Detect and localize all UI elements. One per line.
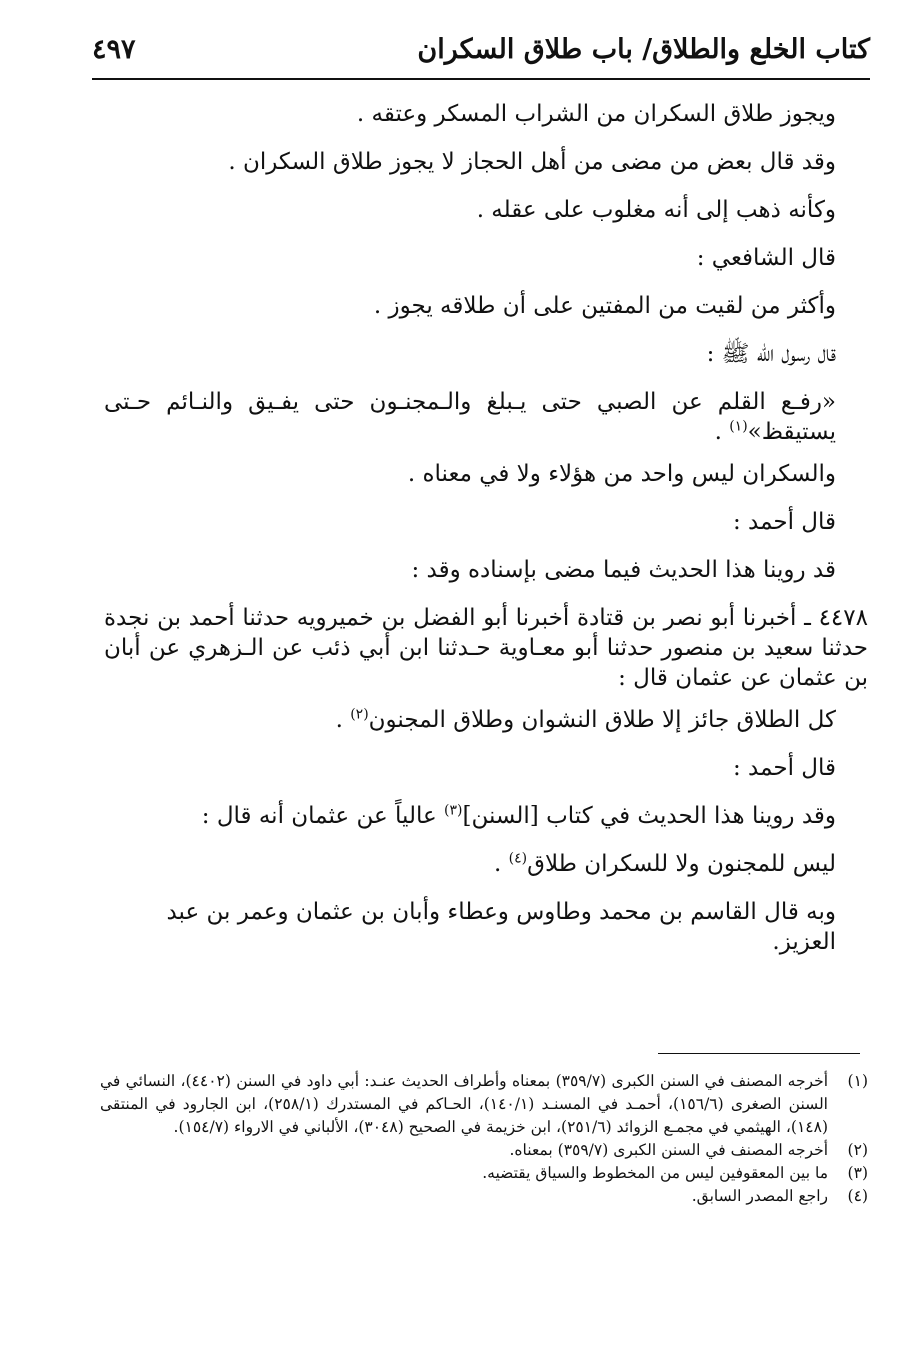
footnote-number: (٤) <box>847 1187 868 1205</box>
footnote-text: أخرجه المصنف في السنن الكبرى (٣٥٩/٧) بمعناه وأطراف الحديث عنـد: أبي داود في السنن (٤٤٠٢)، النسائي في السنن الصغرى (١٥٦/٦)، أحمـد في المسنـد (١٤٠/١)، الحـاكم في المستدرك (٢٥٨/١)، ابن الجارود في المنتقى (١٤٨)، الهيثمي في مجمـع الزوائد (٢٥١/٦)، ابن خزيمة في الصحيح (٣٠٤٨)، الألباني في الارواء (١٥٤/٧). <box>100 1072 828 1136</box>
footnote-ref-3[interactable]: (٣) <box>444 802 463 819</box>
main-text <box>104 99 868 975</box>
footnote-number: (١) <box>847 1072 868 1090</box>
uthman-saying-end: . <box>335 707 351 733</box>
footnote-text: أخرجه المصنف في السنن الكبرى (٣٥٩/٧) بمعناه. <box>509 1141 828 1159</box>
hadith-end: . <box>714 419 730 445</box>
running-title: كتاب الخلع والطلاق/ باب طلاق السكران <box>417 34 870 65</box>
footnote-number: (٣) <box>847 1164 868 1182</box>
paragraph-15 <box>104 849 868 879</box>
footnote-ref-4[interactable]: (٤) <box>508 850 528 867</box>
paragraph-5: وأكثر من لقيت من المفتين على أن طلاقه يجوز . <box>373 293 836 319</box>
paragraph-10: قد روينا هذا الحديث فيما مضى بإسناده وقد : <box>411 557 836 583</box>
footnote-4 <box>100 1185 868 1208</box>
paragraph-16: وبه قال القاسم بن محمد وطاوس وعطاء وأبان بن عثمان وعمر بن عبد العزيز. <box>166 899 836 955</box>
paragraph-14-start: وقد روينا هذا الحديث في كتاب [السنن] <box>462 803 836 829</box>
page-number: ٤٩٧ <box>92 34 136 65</box>
paragraph-9: قال أحمد : <box>732 509 836 535</box>
footnote-2 <box>100 1139 868 1162</box>
paragraph-13: قال أحمد : <box>732 755 836 781</box>
paragraph-14-end: عالياً عن عثمان أنه قال : <box>201 803 444 829</box>
uthman-saying: كل الطلاق جائز إلا طلاق النشوان وطلاق المجنون <box>368 707 836 733</box>
paragraph-12 <box>104 705 868 735</box>
paragraph-4: قال الشافعي : <box>696 245 836 271</box>
paragraph-3: وكأنه ذهب إلى أنه مغلوب على عقله . <box>476 197 836 223</box>
footnote-ref-1[interactable]: (١) <box>729 418 748 435</box>
paragraph-2: وقد قال بعض من مضى من أهل الحجاز لا يجوز طلاق السكران . <box>228 149 836 175</box>
footnote-text: راجع المصدر السابق. <box>691 1187 828 1205</box>
paragraph-8: والسكران ليس واحد من هؤلاء ولا في معناه . <box>407 461 836 487</box>
footnote-3 <box>100 1162 868 1185</box>
footnote-separator <box>658 1053 860 1054</box>
footnote-text: ما بين المعقوفين ليس من المخطوط والسياق يقتضيه. <box>482 1164 828 1182</box>
footnote-1 <box>100 1070 868 1139</box>
header-rule <box>92 78 870 80</box>
uthman-saying-2: ليس للمجنون ولا للسكران طلاق <box>527 851 836 877</box>
hadith-4478 <box>104 603 868 693</box>
page-header <box>92 30 870 76</box>
footnote-ref-2[interactable]: (٢) <box>350 706 369 723</box>
hadith-text: «رفـع القلم عن الصبي حتى يـبلغ والـمجنـون حتى يفـيق والنـائم حـتى يستيقظ» <box>104 389 836 445</box>
footnote-number: (٢) <box>847 1141 868 1159</box>
paragraph-1: ويجوز طلاق السكران من الشراب المسكر وعتقه . <box>356 101 836 127</box>
isnad-text: أخبرنا أبو نصر بن قتادة أخبرنا أبو الفضل بن خميرويه حدثنا أحمد بن نجدة حدثنا سعيد بن منصور حدثنا أبو معـاوية حـدثنا ابن أبي ذئب عن الـزهري عن أبان بن عثمان عن عثمان قال : <box>104 605 868 691</box>
paragraph-6: قال رسول الله ﷺ : <box>706 341 836 367</box>
uthman-saying-2-end: . <box>494 851 509 877</box>
paragraph-14 <box>104 801 868 831</box>
hadith-quote <box>104 387 868 447</box>
hadith-number: ٤٤٧٨ ـ <box>804 605 868 631</box>
footnotes <box>100 1070 868 1208</box>
